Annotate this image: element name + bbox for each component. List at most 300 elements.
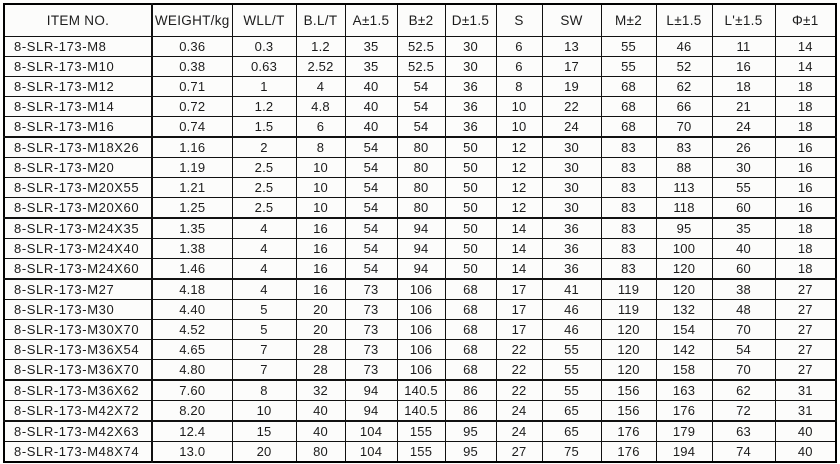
value-cell: 4.18 (152, 279, 232, 300)
value-cell: 15 (232, 421, 296, 442)
value-cell: 140.5 (397, 401, 445, 422)
value-cell: 140.5 (397, 380, 445, 401)
spec-table (3, 3, 837, 463)
value-cell: 55 (542, 380, 601, 401)
item-no-cell: 8-SLR-173-M30 (4, 300, 152, 320)
table-header-row (4, 4, 836, 37)
value-cell: 0.3 (232, 37, 296, 57)
table-row (4, 239, 836, 259)
item-no-cell: 8-SLR-173-M48X74 (4, 442, 152, 463)
value-cell: 70 (712, 360, 775, 381)
item-no-cell: 8-SLR-173-M20X60 (4, 198, 152, 219)
value-cell: 24 (542, 117, 601, 138)
value-cell: 73 (345, 300, 397, 320)
value-cell: 16 (775, 137, 836, 158)
value-cell: 120 (601, 340, 656, 360)
column-header: S (496, 4, 542, 37)
value-cell: 95 (656, 218, 712, 239)
value-cell: 2 (232, 137, 296, 158)
value-cell: 6 (496, 37, 542, 57)
value-cell: 52.5 (397, 37, 445, 57)
value-cell: 2.5 (232, 198, 296, 219)
value-cell: 20 (296, 320, 345, 340)
table-row (4, 259, 836, 280)
value-cell: 30 (445, 37, 496, 57)
value-cell: 176 (656, 401, 712, 422)
table-row (4, 380, 836, 401)
column-header: B±2 (397, 4, 445, 37)
value-cell: 83 (656, 137, 712, 158)
value-cell: 80 (397, 178, 445, 198)
value-cell: 94 (345, 380, 397, 401)
value-cell: 54 (397, 97, 445, 117)
table-row (4, 37, 836, 57)
value-cell: 73 (345, 340, 397, 360)
value-cell: 16 (296, 239, 345, 259)
value-cell: 83 (601, 137, 656, 158)
value-cell: 104 (345, 421, 397, 442)
value-cell: 94 (397, 239, 445, 259)
column-header: SW (542, 4, 601, 37)
item-no-cell: 8-SLR-173-M24X40 (4, 239, 152, 259)
value-cell: 94 (345, 401, 397, 422)
value-cell: 27 (775, 300, 836, 320)
value-cell: 13.0 (152, 442, 232, 463)
value-cell: 68 (445, 300, 496, 320)
value-cell: 0.36 (152, 37, 232, 57)
value-cell: 4.40 (152, 300, 232, 320)
value-cell: 113 (656, 178, 712, 198)
value-cell: 106 (397, 340, 445, 360)
value-cell: 55 (542, 340, 601, 360)
value-cell: 106 (397, 279, 445, 300)
value-cell: 119 (601, 279, 656, 300)
value-cell: 68 (445, 320, 496, 340)
value-cell: 1 (232, 77, 296, 97)
value-cell: 10 (496, 97, 542, 117)
value-cell: 2.52 (296, 57, 345, 77)
value-cell: 16 (296, 279, 345, 300)
value-cell: 27 (775, 360, 836, 381)
value-cell: 1.16 (152, 137, 232, 158)
value-cell: 24 (712, 117, 775, 138)
value-cell: 106 (397, 320, 445, 340)
value-cell: 7 (232, 340, 296, 360)
value-cell: 2.5 (232, 178, 296, 198)
table-row (4, 97, 836, 117)
value-cell: 1.19 (152, 158, 232, 178)
value-cell: 1.21 (152, 178, 232, 198)
value-cell: 46 (542, 300, 601, 320)
value-cell: 20 (296, 300, 345, 320)
value-cell: 94 (397, 259, 445, 280)
item-no-cell: 8-SLR-173-M36X62 (4, 380, 152, 401)
value-cell: 54 (712, 340, 775, 360)
value-cell: 80 (397, 158, 445, 178)
value-cell: 36 (542, 218, 601, 239)
value-cell: 13 (542, 37, 601, 57)
item-no-cell: 8-SLR-173-M24X60 (4, 259, 152, 280)
column-header: M±2 (601, 4, 656, 37)
value-cell: 50 (445, 178, 496, 198)
value-cell: 16 (775, 178, 836, 198)
value-cell: 65 (542, 421, 601, 442)
item-no-cell: 8-SLR-173-M36X54 (4, 340, 152, 360)
value-cell: 179 (656, 421, 712, 442)
value-cell: 18 (775, 259, 836, 280)
value-cell: 68 (445, 340, 496, 360)
value-cell: 27 (775, 340, 836, 360)
value-cell: 54 (345, 259, 397, 280)
value-cell: 46 (656, 37, 712, 57)
value-cell: 5 (232, 300, 296, 320)
value-cell: 40 (296, 401, 345, 422)
value-cell: 4.8 (296, 97, 345, 117)
value-cell: 17 (496, 320, 542, 340)
table-row (4, 401, 836, 422)
value-cell: 18 (775, 97, 836, 117)
value-cell: 83 (601, 218, 656, 239)
value-cell: 36 (445, 97, 496, 117)
value-cell: 1.38 (152, 239, 232, 259)
value-cell: 54 (345, 218, 397, 239)
value-cell: 194 (656, 442, 712, 463)
value-cell: 40 (712, 239, 775, 259)
value-cell: 155 (397, 421, 445, 442)
value-cell: 36 (445, 77, 496, 97)
value-cell: 18 (775, 117, 836, 138)
value-cell: 83 (601, 158, 656, 178)
value-cell: 50 (445, 137, 496, 158)
value-cell: 10 (296, 178, 345, 198)
value-cell: 12 (496, 158, 542, 178)
value-cell: 35 (345, 57, 397, 77)
value-cell: 68 (601, 97, 656, 117)
value-cell: 50 (445, 239, 496, 259)
value-cell: 83 (601, 178, 656, 198)
value-cell: 24 (496, 421, 542, 442)
column-header: L'±1.5 (712, 4, 775, 37)
value-cell: 22 (542, 97, 601, 117)
value-cell: 30 (712, 158, 775, 178)
value-cell: 36 (542, 239, 601, 259)
value-cell: 80 (397, 137, 445, 158)
value-cell: 54 (345, 198, 397, 219)
value-cell: 60 (712, 198, 775, 219)
value-cell: 55 (601, 57, 656, 77)
value-cell: 22 (496, 360, 542, 381)
value-cell: 27 (775, 320, 836, 340)
value-cell: 40 (345, 77, 397, 97)
item-no-cell: 8-SLR-173-M10 (4, 57, 152, 77)
item-no-cell: 8-SLR-173-M24X35 (4, 218, 152, 239)
value-cell: 16 (775, 158, 836, 178)
value-cell: 80 (296, 442, 345, 463)
value-cell: 0.63 (232, 57, 296, 77)
value-cell: 30 (542, 137, 601, 158)
value-cell: 48 (712, 300, 775, 320)
table-row (4, 137, 836, 158)
table-row (4, 279, 836, 300)
item-no-cell: 8-SLR-173-M20X55 (4, 178, 152, 198)
item-no-cell: 8-SLR-173-M36X70 (4, 360, 152, 381)
value-cell: 52 (656, 57, 712, 77)
value-cell: 35 (712, 218, 775, 239)
value-cell: 70 (712, 320, 775, 340)
value-cell: 60 (712, 259, 775, 280)
table-row (4, 421, 836, 442)
value-cell: 70 (656, 117, 712, 138)
value-cell: 65 (542, 401, 601, 422)
value-cell: 32 (296, 380, 345, 401)
column-header: D±1.5 (445, 4, 496, 37)
value-cell: 20 (232, 442, 296, 463)
value-cell: 54 (397, 117, 445, 138)
value-cell: 14 (496, 239, 542, 259)
value-cell: 38 (712, 279, 775, 300)
value-cell: 54 (345, 239, 397, 259)
value-cell: 4 (232, 218, 296, 239)
value-cell: 54 (345, 158, 397, 178)
item-no-cell: 8-SLR-173-M42X72 (4, 401, 152, 422)
value-cell: 106 (397, 300, 445, 320)
value-cell: 30 (542, 178, 601, 198)
value-cell: 31 (775, 380, 836, 401)
value-cell: 18 (775, 218, 836, 239)
table-row (4, 198, 836, 219)
value-cell: 132 (656, 300, 712, 320)
table-row (4, 442, 836, 463)
value-cell: 6 (296, 117, 345, 138)
value-cell: 63 (712, 421, 775, 442)
value-cell: 176 (601, 421, 656, 442)
value-cell: 163 (656, 380, 712, 401)
item-no-cell: 8-SLR-173-M8 (4, 37, 152, 57)
value-cell: 40 (345, 97, 397, 117)
value-cell: 142 (656, 340, 712, 360)
value-cell: 155 (397, 442, 445, 463)
value-cell: 16 (775, 198, 836, 219)
value-cell: 0.72 (152, 97, 232, 117)
value-cell: 1.5 (232, 117, 296, 138)
item-no-cell: 8-SLR-173-M27 (4, 279, 152, 300)
column-header: WLL/T (232, 4, 296, 37)
value-cell: 73 (345, 320, 397, 340)
value-cell: 86 (445, 380, 496, 401)
column-header: ITEM NO. (4, 4, 152, 37)
value-cell: 156 (601, 401, 656, 422)
table-row (4, 218, 836, 239)
value-cell: 73 (345, 279, 397, 300)
value-cell: 106 (397, 360, 445, 381)
value-cell: 5 (232, 320, 296, 340)
value-cell: 1.2 (232, 97, 296, 117)
value-cell: 4.65 (152, 340, 232, 360)
value-cell: 120 (656, 259, 712, 280)
column-header: B.L/T (296, 4, 345, 37)
value-cell: 10 (232, 401, 296, 422)
value-cell: 26 (712, 137, 775, 158)
value-cell: 83 (601, 239, 656, 259)
value-cell: 0.71 (152, 77, 232, 97)
table-row (4, 178, 836, 198)
value-cell: 154 (656, 320, 712, 340)
value-cell: 8 (232, 380, 296, 401)
value-cell: 2.5 (232, 158, 296, 178)
item-no-cell: 8-SLR-173-M14 (4, 97, 152, 117)
value-cell: 10 (296, 158, 345, 178)
value-cell: 50 (445, 158, 496, 178)
value-cell: 83 (601, 259, 656, 280)
value-cell: 4 (232, 259, 296, 280)
table-row (4, 360, 836, 381)
value-cell: 1.46 (152, 259, 232, 280)
value-cell: 62 (656, 77, 712, 97)
value-cell: 66 (656, 97, 712, 117)
value-cell: 4 (232, 279, 296, 300)
value-cell: 120 (656, 279, 712, 300)
value-cell: 14 (496, 218, 542, 239)
value-cell: 54 (397, 77, 445, 97)
value-cell: 10 (296, 198, 345, 219)
value-cell: 62 (712, 380, 775, 401)
value-cell: 24 (496, 401, 542, 422)
item-no-cell: 8-SLR-173-M20 (4, 158, 152, 178)
value-cell: 68 (445, 360, 496, 381)
value-cell: 120 (601, 320, 656, 340)
value-cell: 4.80 (152, 360, 232, 381)
value-cell: 100 (656, 239, 712, 259)
value-cell: 19 (542, 77, 601, 97)
value-cell: 30 (542, 198, 601, 219)
value-cell: 8 (496, 77, 542, 97)
value-cell: 17 (496, 279, 542, 300)
value-cell: 80 (397, 198, 445, 219)
value-cell: 95 (445, 442, 496, 463)
value-cell: 0.38 (152, 57, 232, 77)
table-row (4, 57, 836, 77)
value-cell: 8.20 (152, 401, 232, 422)
value-cell: 95 (445, 421, 496, 442)
value-cell: 22 (496, 380, 542, 401)
table-row (4, 300, 836, 320)
value-cell: 74 (712, 442, 775, 463)
value-cell: 12 (496, 178, 542, 198)
value-cell: 54 (345, 137, 397, 158)
value-cell: 1.35 (152, 218, 232, 239)
value-cell: 68 (601, 117, 656, 138)
value-cell: 68 (601, 77, 656, 97)
value-cell: 14 (775, 57, 836, 77)
value-cell: 4.52 (152, 320, 232, 340)
value-cell: 22 (496, 340, 542, 360)
value-cell: 12 (496, 137, 542, 158)
value-cell: 40 (775, 442, 836, 463)
value-cell: 50 (445, 198, 496, 219)
value-cell: 158 (656, 360, 712, 381)
column-header: L±1.5 (656, 4, 712, 37)
value-cell: 176 (601, 442, 656, 463)
value-cell: 118 (656, 198, 712, 219)
value-cell: 83 (601, 198, 656, 219)
value-cell: 120 (601, 360, 656, 381)
value-cell: 68 (445, 279, 496, 300)
value-cell: 35 (345, 37, 397, 57)
value-cell: 11 (712, 37, 775, 57)
item-no-cell: 8-SLR-173-M16 (4, 117, 152, 138)
value-cell: 12.4 (152, 421, 232, 442)
value-cell: 27 (496, 442, 542, 463)
value-cell: 4 (232, 239, 296, 259)
value-cell: 40 (296, 421, 345, 442)
item-no-cell: 8-SLR-173-M18X26 (4, 137, 152, 158)
value-cell: 16 (296, 259, 345, 280)
table-row (4, 77, 836, 97)
value-cell: 156 (601, 380, 656, 401)
value-cell: 73 (345, 360, 397, 381)
item-no-cell: 8-SLR-173-M42X63 (4, 421, 152, 442)
value-cell: 18 (712, 77, 775, 97)
column-header: WEIGHT/kg (152, 4, 232, 37)
value-cell: 14 (775, 37, 836, 57)
value-cell: 10 (496, 117, 542, 138)
item-no-cell: 8-SLR-173-M30X70 (4, 320, 152, 340)
value-cell: 50 (445, 259, 496, 280)
value-cell: 86 (445, 401, 496, 422)
value-cell: 1.2 (296, 37, 345, 57)
value-cell: 54 (345, 178, 397, 198)
value-cell: 55 (712, 178, 775, 198)
value-cell: 6 (496, 57, 542, 77)
value-cell: 0.74 (152, 117, 232, 138)
value-cell: 40 (345, 117, 397, 138)
value-cell: 119 (601, 300, 656, 320)
value-cell: 14 (496, 259, 542, 280)
value-cell: 4 (296, 77, 345, 97)
value-cell: 18 (775, 77, 836, 97)
value-cell: 30 (445, 57, 496, 77)
value-cell: 27 (775, 279, 836, 300)
value-cell: 18 (775, 239, 836, 259)
value-cell: 36 (445, 117, 496, 138)
table-row (4, 340, 836, 360)
value-cell: 21 (712, 97, 775, 117)
value-cell: 30 (542, 158, 601, 178)
value-cell: 52.5 (397, 57, 445, 77)
value-cell: 72 (712, 401, 775, 422)
table-row (4, 158, 836, 178)
value-cell: 17 (496, 300, 542, 320)
value-cell: 28 (296, 360, 345, 381)
value-cell: 50 (445, 218, 496, 239)
value-cell: 40 (775, 421, 836, 442)
item-no-cell: 8-SLR-173-M12 (4, 77, 152, 97)
value-cell: 7.60 (152, 380, 232, 401)
value-cell: 94 (397, 218, 445, 239)
value-cell: 55 (542, 360, 601, 381)
value-cell: 104 (345, 442, 397, 463)
value-cell: 46 (542, 320, 601, 340)
value-cell: 17 (542, 57, 601, 77)
value-cell: 7 (232, 360, 296, 381)
value-cell: 1.25 (152, 198, 232, 219)
value-cell: 28 (296, 340, 345, 360)
value-cell: 41 (542, 279, 601, 300)
value-cell: 16 (296, 218, 345, 239)
table-row (4, 117, 836, 138)
value-cell: 88 (656, 158, 712, 178)
value-cell: 55 (601, 37, 656, 57)
